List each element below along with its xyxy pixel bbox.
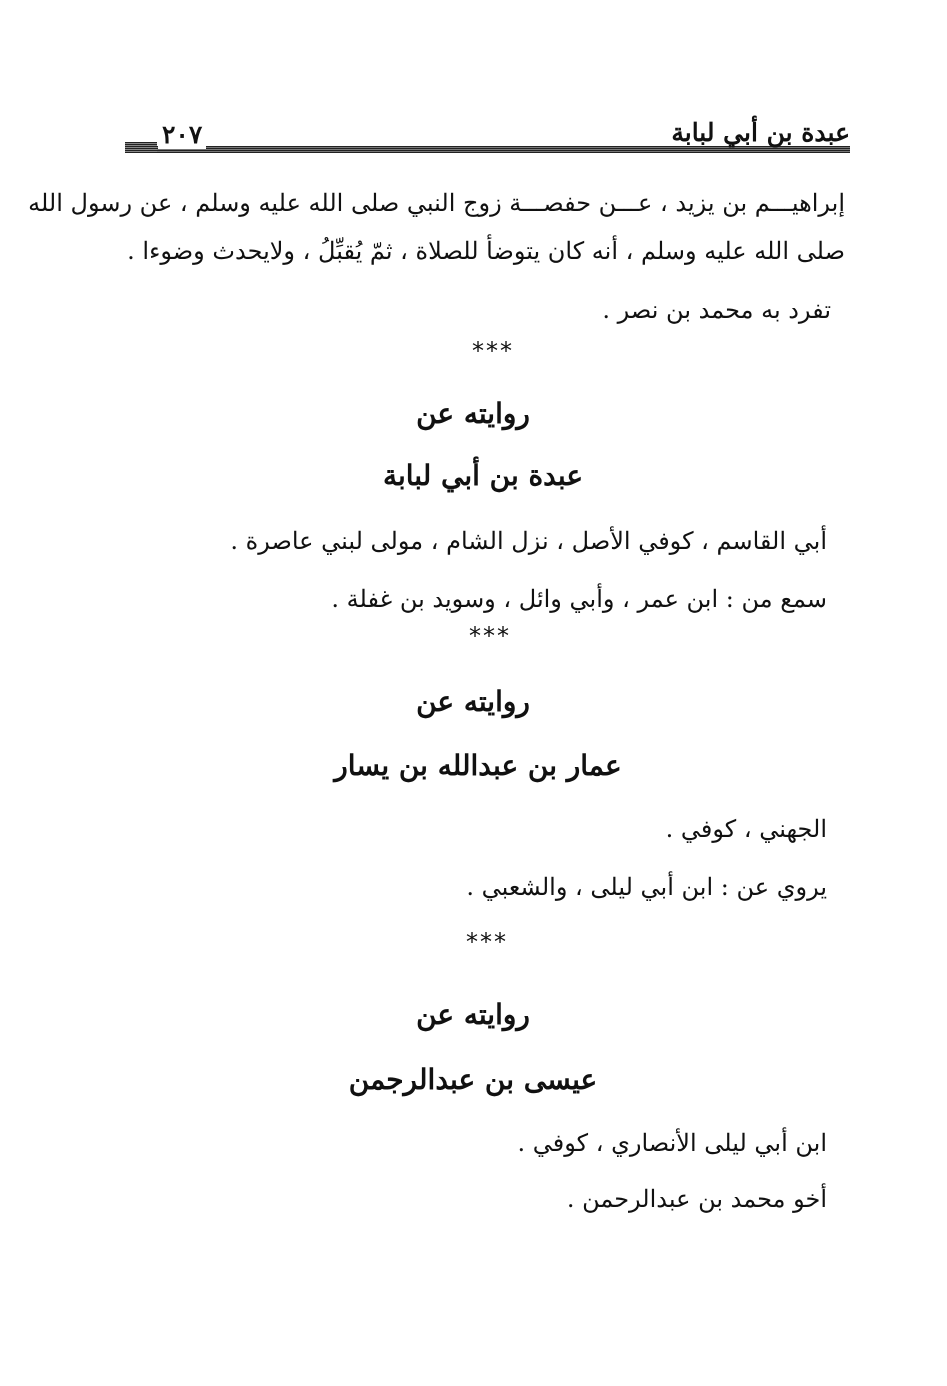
narrator-name: عبدة بن أبي لبابة: [382, 459, 584, 492]
paragraph-line: إبراهيـــم بن يزيد ، عـــن حفصـــة زوج النبي صلى الله عليه وسلم ، عن رسول الله: [28, 189, 845, 217]
page-number: ٢٠٧: [158, 120, 206, 149]
section-divider: ***: [469, 622, 511, 650]
paragraph-line: الجهني ، كوفي .: [665, 815, 827, 843]
section-heading: روايته عن: [416, 685, 530, 718]
paragraph-line: سمع من : ابن عمر ، وأبي وائل ، وسويد بن غفلة .: [331, 585, 827, 613]
paragraph-line: أبي القاسم ، كوفي الأصل ، نزل الشام ، مولى لبني عاصرة .: [230, 527, 827, 555]
paragraph-line: يروي عن : ابن أبي ليلى ، والشعبي .: [466, 873, 827, 901]
running-title: عبدة بن أبي لبابة: [671, 118, 850, 147]
paragraph-line: صلى الله عليه وسلم ، أنه كان يتوضأ للصلاة ، ثمّ يُقبِّلُ ، ولايحدث وضوءا .: [127, 237, 845, 265]
narrator-name: عمار بن عبدالله بن يسار: [334, 749, 622, 782]
section-heading: روايته عن: [416, 397, 530, 430]
header-rule: [125, 146, 850, 153]
paragraph-line: أخو محمد بن عبدالرحمن .: [566, 1185, 827, 1213]
header-rule-cap: [125, 142, 157, 153]
section-heading: روايته عن: [416, 998, 530, 1031]
section-divider: ***: [466, 928, 508, 956]
narrator-name: عيسى بن عبدالرجمن: [348, 1063, 598, 1096]
section-divider: ***: [472, 337, 514, 365]
paragraph-line: تفرد به محمد بن نصر .: [602, 296, 831, 324]
page-header: [125, 118, 850, 158]
paragraph-line: ابن أبي ليلى الأنصاري ، كوفي .: [517, 1129, 827, 1157]
